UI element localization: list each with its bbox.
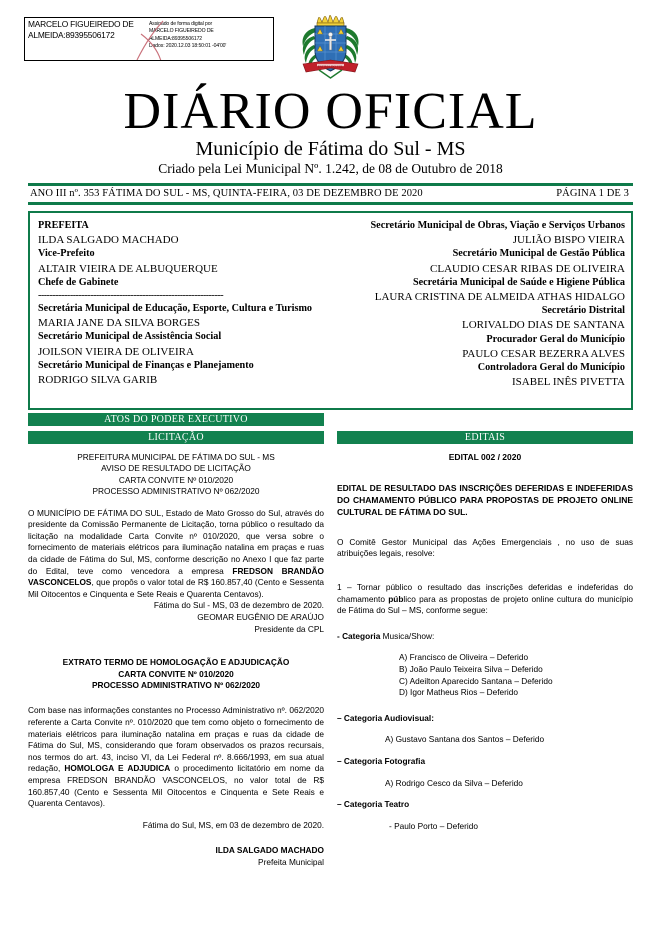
creation-law-text: Criado pela Lei Municipal Nº. 1.242, de 08 de Outubro de 2018 [158, 161, 503, 176]
official-role: Vice-Prefeito [38, 248, 95, 260]
official-role: Controladora Geral do Município [477, 362, 625, 374]
list-item: A) Gustavo Santana dos Santos – Deferido [385, 734, 545, 745]
right-content-column [337, 452, 633, 832]
category-name: Musica/Show: [380, 630, 435, 641]
signature-detail-line-4: Dados: 2020.12.03 18:50:01 -04'00' [149, 43, 227, 50]
category-heading: – Categoria Audiovisual: [337, 712, 434, 723]
official-name: CLAUDIO CESAR RIBAS DE OLIVEIRA [430, 262, 625, 275]
official-role: Secretária Municipal de Educação, Esporte, Cultura e Turismo [38, 303, 313, 315]
notice2-signer-role: Prefeita Municipal [258, 856, 324, 867]
signature-details [143, 18, 273, 60]
page-subtitle: Município de Fátima do Sul - MS [195, 138, 466, 160]
list-item: B) João Paulo Teixeira Silva – Deferido [399, 663, 543, 674]
category-entry-list [337, 821, 633, 833]
issue-info: ANO III nº. 353 FÁTIMA DO SUL - MS, QUINTA-FEIRA, 03 DE DEZEMBRO DE 2020 [30, 188, 423, 199]
official-name: JOILSON VIEIRA DE OLIVEIRA [38, 345, 194, 358]
list-item: - Paulo Porto – Deferido [389, 820, 479, 831]
notice2-heading-line1: EXTRATO TERMO DE HOMOLOGAÇÃO E ADJUDICAÇÃO [62, 657, 290, 668]
category-heading [337, 631, 633, 643]
notice1-heading-line3: CARTA CONVITE Nº 010/2020 [118, 474, 234, 485]
notice1-heading-line2: AVISO DE RESULTADO DE LICITAÇÃO [101, 463, 251, 474]
official-role: Secretário Distrital [541, 305, 625, 317]
notice1-body-part-a: O MUNICÍPIO DE FÁTIMA DO SUL, Estado de Mato Grosso do Sul, através do presidente da Comissão Permanente de Licitação, torna público o resultado da licitação na modalidade Carta Convite nº 010/2020, que versa sobre o fornecimento de materiais elétricos para iluminação natalina em praças e ruas da cidade de Fátima do Sul, MS, conforme descrição no Anexo I que faz parte do Edital, teve como vencedora a empresa [28, 507, 324, 576]
notice2-signer-name: ILDA SALGADO MACHADO [215, 845, 324, 856]
official-name: JULIÃO BISPO VIEIRA [512, 234, 625, 247]
notice2-heading [28, 657, 324, 691]
notice2-heading-line3: PROCESSO ADMINISTRATIVO Nº 062/2020 [91, 679, 261, 690]
edital-item-1-bold: púb [388, 593, 404, 604]
official-name: MARIA JANE DA SILVA BORGES [38, 317, 200, 330]
notice1-body-part-b: , que propôs o valor total de R$ 160.857,40 (Cento e Sessenta Mil Oitocentos e Cinquenta e Sete Reais e Quarenta Centavos). [28, 577, 324, 599]
official-name: LORIVALDO DIAS DE SANTANA [462, 319, 625, 332]
list-item: C) Adeilton Aparecido Santana – Deferido [399, 675, 553, 686]
official-role: Secretário Municipal de Finanças e Planejamento [38, 359, 254, 371]
official-role: Secretária Municipal de Saúde e Higiene Pública [412, 276, 625, 288]
edital-item-1-part-a: 1 – Tornar público o resultado das inscrições deferidas e indeferidas do chamamento [337, 582, 633, 604]
notice1-heading-line1: PREFEITURA MUNICIPAL DE FÁTIMA DO SUL - MS [77, 452, 275, 462]
category-entry-list [337, 734, 633, 746]
notice1-winner-name: FREDSON BRANDÃO VASCONCELOS [28, 565, 324, 588]
official-name: ALTAIR VIEIRA DE ALBUQUERQUE [38, 262, 218, 275]
notice1-heading [28, 452, 324, 498]
edital-number: EDITAL 002 / 2020 [448, 452, 522, 462]
officials-box [28, 211, 633, 410]
list-item: A) Rodrigo Cesco da Silva – Deferido [385, 777, 523, 788]
edital-title: EDITAL DE RESULTADO DAS INSCRIÇÕES DEFERIDAS E INDEFERIDAS DO CHAMAMENTO PÚBLICO PARA PROPOSTAS DE PROJETO ONLINE CULTURAL DE FÁTIMA DO SUL. [337, 482, 633, 518]
official-role: Secretário Municipal de Obras, Viação e Serviços Urbanos [370, 220, 625, 231]
official-role: Chefe de Gabinete [38, 276, 119, 288]
digital-signature-stamp [24, 17, 274, 61]
notice1-heading-line4: PROCESSO ADMINISTRATIVO Nº 062/2020 [92, 486, 260, 497]
notice2-body-part-a: Com base nas informações constantes no Processo Administrativo nº. 062/2020 referente a Carta Convite nº. 010/2020 que tem como objeto o fornecimento de materiais elétricos para iluminação natalina em praças e ruas da cidade de Fátima do Sul, MS, considerando que foram observados os prazos recursais, nos termos do art. 43, inciso VI, da Lei Federal nº. 8.666/1993, em sua atual redação, [28, 705, 324, 774]
section-bar-licitacao: LICITAÇÃO [28, 431, 324, 444]
edital-item-1 [337, 582, 633, 617]
category-heading: – Categoria Fotografia [337, 755, 426, 766]
official-role: PREFEITA [38, 220, 89, 231]
notice2-place-date: Fátima do Sul, MS, em 03 de dezembro de 2020. [142, 819, 324, 830]
notice2-body-part-b: o procedimento licitatório em nome da empresa FREDSON BRANDÃO VASCONCELOS, no valor total de R$ 160.857,40 (Cento e Sessenta Mil Oitocentos e Cinquenta e Sete Reais e Quarenta Centavos). [28, 763, 324, 809]
official-role: Secretário Municipal de Gestão Pública [452, 248, 625, 260]
officials-separator: ---------------------------------------------------------------- [38, 290, 224, 302]
notice1-signer-name: GEOMAR EUGÊNIO DE ARAÚJO [197, 611, 324, 622]
officials-column-right [331, 217, 632, 408]
coat-of-arms-icon [297, 12, 363, 82]
edital-item-1-part-b: lico para as propostas de projeto online cultura do município de Fátima do Sul – MS, conforme segue: [337, 593, 633, 616]
svg-text:FATIMA DO SUL: FATIMA DO SUL [317, 64, 344, 69]
signature-detail-line-2: MARCELO FIGUEIREDO DE [149, 28, 214, 35]
official-name: LAURA CRISTINA DE ALMEIDA ATHAS HIDALGO [374, 291, 625, 304]
category-entry-list [337, 652, 633, 698]
edital-intro: O Comitê Gestor Municipal das Ações Emergenciais , no uso de suas atribuições legais, resolve: [337, 536, 633, 559]
signature-detail-line-1: Assinado de forma digital por [149, 21, 213, 27]
official-name: RODRIGO SILVA GARIB [38, 374, 158, 387]
page-title: DIÁRIO OFICIAL [123, 83, 538, 140]
left-content-column [28, 452, 324, 869]
notice1-body [28, 508, 324, 601]
masthead-meta [28, 185, 633, 202]
page-number: PÁGINA 1 DE 3 [556, 188, 629, 199]
masthead-rule-bottom [28, 202, 633, 205]
section-bar-editais: EDITAIS [337, 431, 633, 444]
official-role: Procurador Geral do Município [486, 333, 625, 345]
official-name: ISABEL INÊS PIVETTA [512, 376, 625, 389]
notice2-heading-line2: CARTA CONVITE Nº 010/2020 [118, 668, 234, 679]
notice1-place-date: Fátima do Sul - MS, 03 de dezembro de 2020. [153, 600, 324, 611]
official-name: PAULO CESAR BEZERRA ALVES [462, 347, 625, 360]
officials-column-left [30, 217, 331, 408]
notice1-signer-role: Presidente da CPL [254, 623, 324, 634]
category-heading: – Categoria Teatro [337, 799, 410, 810]
list-item: A) Francisco de Oliveira – Deferido [399, 652, 529, 663]
notice2-body [28, 705, 324, 809]
signature-name: MARCELO FIGUEIREDO DE ALMEIDA:89395506172 [28, 19, 134, 40]
category-label: - Categoria [337, 630, 381, 641]
official-name: ILDA SALGADO MACHADO [38, 234, 179, 247]
section-bar-atos-poder-executivo: ATOS DO PODER EXECUTIVO [28, 413, 324, 426]
category-entry-list [337, 778, 633, 790]
official-role: Secretário Municipal de Assistência Social [38, 331, 222, 343]
list-item: D) Igor Matheus Rios – Deferido [399, 687, 518, 698]
signature-detail-line-3: ALMEIDA:89395506172 [149, 35, 203, 42]
notice2-action-keyword: HOMOLOGA E ADJUDICA [64, 763, 171, 774]
